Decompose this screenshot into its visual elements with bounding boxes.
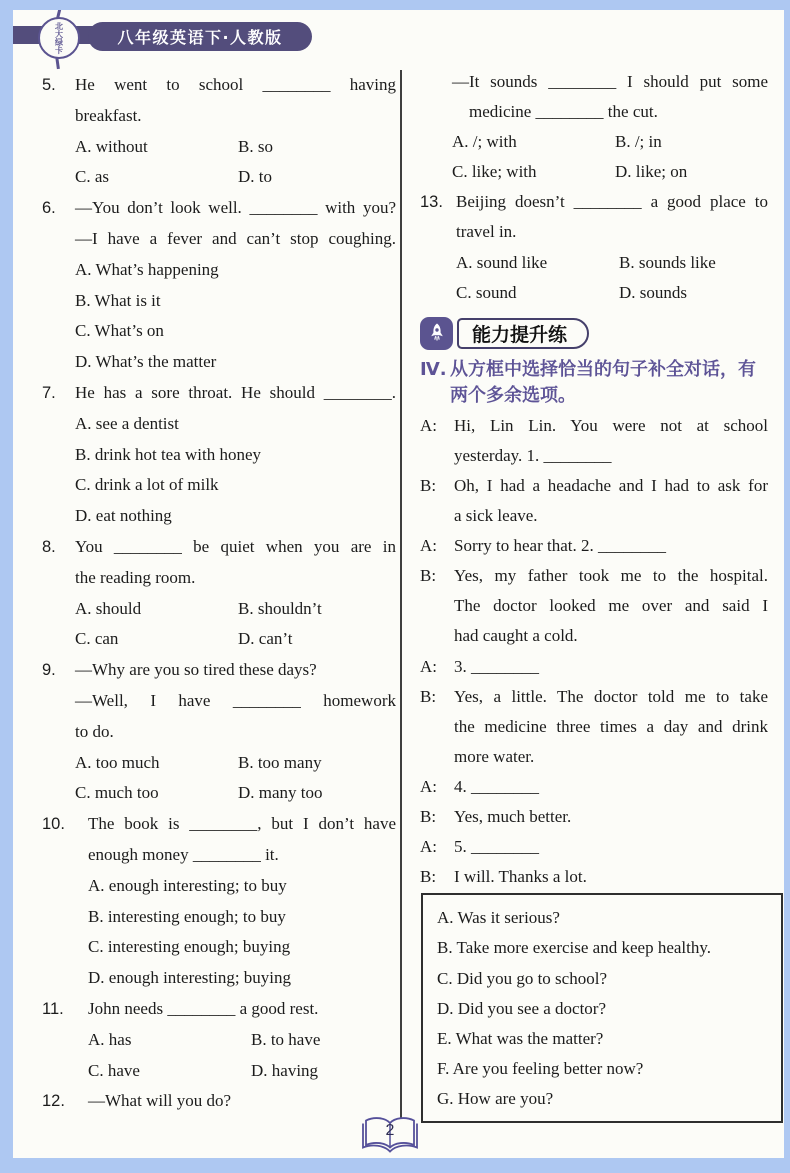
question-11	[42, 994, 396, 1086]
speaker-label: A:	[420, 536, 437, 556]
page-number-book	[358, 1113, 422, 1157]
question-12	[42, 1086, 396, 1117]
dialogue-line: more water.	[454, 746, 535, 766]
option-d: D. enough interesting; buying	[88, 968, 292, 988]
option-a: A. /; with	[452, 132, 517, 152]
option-a: A. see a dentist	[75, 413, 179, 433]
box-option-e: E. What was the matter?	[437, 1029, 604, 1049]
speaker-label: A:	[420, 837, 437, 857]
question-number: 9.	[42, 661, 56, 680]
option-b: B. to have	[251, 1029, 321, 1049]
section-4-numeral: Ⅳ.	[420, 358, 447, 380]
question-text: —You don’t look well. ________ with you?	[75, 198, 396, 218]
question-text: He went to school ________ having	[75, 75, 396, 94]
option-b: B. too many	[238, 752, 322, 772]
dialogue-line: 4. ________	[454, 776, 539, 796]
dialogue-turn	[420, 531, 768, 561]
box-option-d: D. Did you see a doctor?	[437, 998, 607, 1018]
question-5	[42, 70, 396, 193]
question-number: 10.	[42, 815, 65, 834]
dialogue-line: the medicine three times a day and drink	[454, 716, 768, 736]
dialogue-line: had caught a cold.	[454, 626, 578, 646]
page-title: 八年级英语下·人教版	[117, 28, 283, 47]
option-c: C. can	[75, 629, 119, 649]
sentence-options-box	[421, 893, 783, 1122]
question-number: 11.	[42, 999, 64, 1018]
question-text: You ________ be quiet when you are in	[75, 536, 396, 556]
dialogue	[420, 411, 768, 893]
dialogue-line: yesterday. 1. ________	[454, 445, 612, 465]
question-6	[42, 193, 396, 378]
question-text: travel in.	[456, 222, 517, 242]
box-option-a: A. Was it serious?	[437, 908, 560, 928]
page-title-banner	[88, 22, 312, 51]
option-c: C. as	[75, 167, 109, 187]
dialogue-line: a sick leave.	[454, 506, 538, 526]
options	[456, 248, 768, 308]
speaker-label: A:	[420, 656, 437, 676]
option-b: B. so	[238, 136, 273, 156]
option-c: C. like; with	[452, 162, 537, 182]
box-option-b: B. Take more exercise and keep healthy.	[437, 938, 712, 958]
dialogue-turn	[420, 862, 768, 892]
options	[75, 409, 396, 532]
question-9	[42, 655, 396, 809]
section-4-heading	[420, 357, 768, 409]
question-text: —I have a fever and can’t stop coughing.	[75, 228, 396, 248]
column-divider	[400, 70, 402, 1126]
option-d: D. having	[251, 1060, 319, 1080]
question-text: breakfast.	[75, 105, 142, 125]
dialogue-line: 3. ________	[454, 656, 539, 676]
option-b: B. drink hot tea with honey	[75, 444, 262, 464]
brand-seal-text: 北大绿卡	[54, 22, 64, 54]
dialogue-line: 5. ________	[454, 837, 539, 857]
rocket-icon	[420, 317, 453, 350]
option-a: A. sound like	[456, 252, 548, 272]
dialogue-turn	[420, 471, 768, 531]
speaker-label: B:	[420, 686, 437, 706]
question-text: Beijing doesn’t ________ a good place to	[456, 192, 768, 212]
question-7	[42, 378, 396, 532]
question-number: 5.	[42, 76, 56, 94]
section-4-instruction: 两个多余选项。	[450, 384, 576, 406]
brand-seal-logo	[38, 17, 80, 59]
option-c: C. sound	[456, 282, 517, 302]
speaker-label: B:	[420, 806, 437, 826]
right-column	[420, 67, 768, 1123]
question-text: enough money ________ it.	[88, 844, 279, 864]
option-a: A. too much	[75, 752, 160, 772]
options	[88, 1025, 396, 1087]
left-column	[42, 70, 396, 1117]
option-b: B. What is it	[75, 290, 161, 310]
dialogue-line: Yes, my father took me to the hospital.	[454, 566, 768, 586]
option-b: B. sounds like	[619, 252, 716, 272]
option-a: A. enough interesting; to buy	[88, 875, 287, 895]
question-text: —It sounds ________ I should put some	[452, 72, 768, 91]
option-a: A. has	[88, 1029, 132, 1049]
dialogue-turn	[420, 411, 768, 471]
dialogue-line: Yes, much better.	[454, 806, 572, 826]
question-13	[420, 187, 768, 307]
box-option-c: C. Did you go to school?	[437, 968, 607, 988]
speaker-label: B:	[420, 566, 437, 586]
question-12-reply	[420, 67, 768, 187]
question-number: 8.	[42, 537, 56, 556]
question-text: —Well, I have ________ homework	[75, 690, 396, 710]
option-d: D. to	[238, 167, 272, 187]
option-a: A. without	[75, 136, 148, 156]
options	[75, 255, 396, 378]
speaker-label: B:	[420, 867, 437, 887]
question-text: to do.	[75, 721, 114, 741]
section-badge	[420, 317, 768, 350]
options	[75, 748, 396, 810]
option-d: D. What’s the matter	[75, 352, 217, 372]
dialogue-turn	[420, 652, 768, 682]
question-text: He has a sore throat. He should ________.	[75, 382, 396, 402]
question-number: 12.	[42, 1092, 65, 1111]
option-d: D. sounds	[619, 282, 688, 302]
question-text: the reading room.	[75, 567, 196, 587]
options	[88, 871, 396, 994]
question-text: medicine ________ the cut.	[469, 102, 658, 122]
box-option-f: F. Are you feeling better now?	[437, 1059, 644, 1079]
question-number: 13.	[420, 193, 443, 212]
option-c: C. drink a lot of milk	[75, 475, 219, 495]
question-8	[42, 532, 396, 655]
speaker-label: B:	[420, 475, 437, 495]
section-badge-label: 能力提升练	[472, 323, 568, 346]
question-text: —What will you do?	[88, 1091, 232, 1111]
dialogue-line: Yes, a little. The doctor told me to take	[454, 686, 768, 706]
options	[75, 132, 396, 194]
dialogue-line: Sorry to hear that. 2. ________	[454, 536, 666, 556]
dialogue-turn	[420, 802, 768, 832]
question-10	[42, 809, 396, 994]
dialogue-line: The doctor looked me over and said I	[454, 596, 768, 616]
options	[75, 594, 396, 656]
option-d: D. many too	[238, 783, 323, 803]
dialogue-line: Oh, I had a headache and I had to ask for	[454, 475, 768, 495]
option-c: C. much too	[75, 783, 159, 803]
speaker-label: A:	[420, 415, 437, 435]
option-d: D. eat nothing	[75, 506, 172, 526]
dialogue-turn	[420, 772, 768, 802]
page-number: 2	[385, 1122, 395, 1139]
option-d: D. can’t	[238, 629, 293, 649]
question-text: —Why are you so tired these days?	[75, 660, 317, 680]
option-b: B. interesting enough; to buy	[88, 906, 286, 926]
option-c: C. interesting enough; buying	[88, 937, 291, 957]
question-number: 7.	[42, 383, 56, 402]
option-c: C. What’s on	[75, 321, 164, 341]
option-d: D. like; on	[615, 162, 688, 182]
worksheet-page	[13, 10, 784, 1158]
question-text: The book is ________, but I don’t have	[88, 814, 396, 834]
dialogue-line: Hi, Lin Lin. You were not at school	[454, 415, 768, 435]
option-c: C. have	[88, 1060, 140, 1080]
question-number: 6.	[42, 199, 56, 218]
options	[452, 127, 768, 187]
speaker-label: A:	[420, 776, 437, 796]
dialogue-turn	[420, 682, 768, 772]
dialogue-line: I will. Thanks a lot.	[454, 867, 587, 887]
question-text: John needs ________ a good rest.	[88, 998, 319, 1018]
dialogue-turn	[420, 832, 768, 862]
box-option-g: G. How are you?	[437, 1089, 554, 1109]
dialogue-turn	[420, 561, 768, 651]
option-a: A. What’s happening	[75, 259, 219, 279]
option-a: A. should	[75, 598, 142, 618]
option-b: B. /; in	[615, 132, 662, 152]
section-badge-pill	[457, 318, 589, 349]
option-b: B. shouldn’t	[238, 598, 322, 618]
section-4-instruction: 从方框中选择恰当的句子补全对话，有	[450, 358, 756, 380]
